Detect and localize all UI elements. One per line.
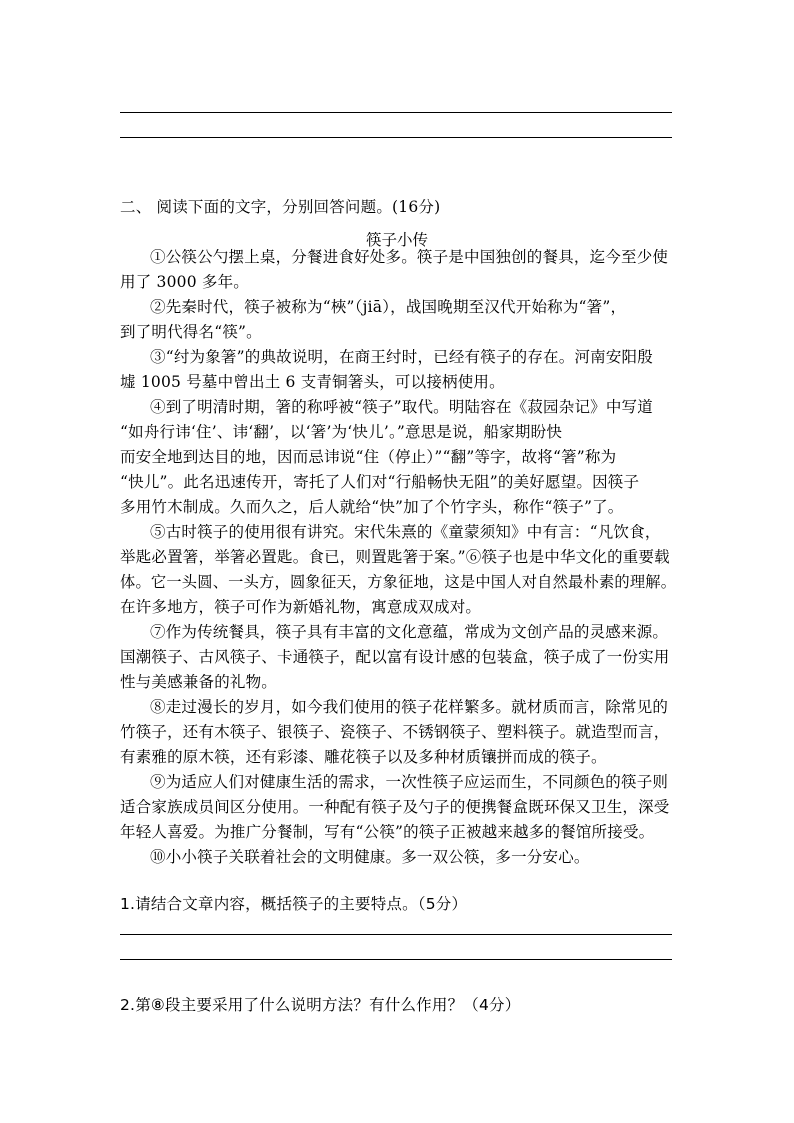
- paragraph-line: “快儿”。此名迅速传开，寄托了人们对“行船畅快无阻”的美好愿望。因筷子: [120, 473, 640, 491]
- paragraph-line: ④到了明清时期，箸的称呼被“筷子”取代。明陆容在《菽园杂记》中写道: [150, 398, 653, 416]
- paragraph-line: 举匙必置箸，举箸必置匙。食已，则置匙箸于案。”⑥筷子也是中华文化的重要载: [120, 548, 670, 566]
- paragraph-line: “如舟行讳‘住’、讳‘翻’，以‘箸’为‘快儿’。”意思是说，船家期盼快: [120, 423, 563, 441]
- paragraph-line: ①公筷公勺摆上桌，分餐进食好处多。筷子是中国独创的餐具，迄今至少使: [150, 248, 669, 266]
- paragraph-line: 年轻人喜爱。为推广分餐制，写有“公筷”的筷子正被越来越多的餐馆所接受。: [120, 823, 655, 841]
- section-heading: 二、 阅读下面的文字，分别回答问题。(16分): [120, 198, 441, 216]
- paragraph-line: 用了 3000 多年。: [120, 273, 250, 291]
- question-1: 1.请结合文章内容，概括筷子的主要特点。（5分）: [120, 895, 468, 913]
- paragraph-line: 墟 1005 号墓中曾出土 6 支青铜箸头，可以接柄使用。: [120, 373, 505, 391]
- paragraph-line: 竹筷子，还有木筷子、银筷子、瓷筷子、不锈钢筷子、塑料筷子。就造型而言，: [120, 723, 670, 741]
- paragraph-line: 国潮筷子、古风筷子、卡通筷子，配以富有设计感的包装盒，筷子成了一份实用: [120, 648, 670, 666]
- paragraph-line: ⑦作为传统餐具，筷子具有丰富的文化意蕴，常成为文创产品的灵感来源。: [150, 623, 669, 641]
- paragraph-line: ⑨为适应人们对健康生活的需求，一次性筷子应运而生，不同颜色的筷子则: [150, 773, 669, 791]
- paragraph-line: 而安全地到达目的地，因而忌讳说“住（停止）”“翻”等字，故将“箸”称为: [120, 448, 617, 466]
- article-title: 筷子小传: [365, 231, 428, 249]
- paragraph-line: ⑧走过漫长的岁月，如今我们使用的筷子花样繁多。就材质而言，除常见的: [150, 698, 669, 716]
- paragraph-line: ③“纣为象箸”的典故说明，在商王纣时，已经有筷子的存在。河南安阳殷: [150, 348, 653, 366]
- paragraph-line: 体。它一头圆、一头方，圆象征天，方象征地，这是中国人对自然最朴素的理解。: [120, 573, 677, 591]
- paragraph-line: ⑩小小筷子关联着社会的文明健康。多一双公筷，多一分安心。: [150, 848, 590, 866]
- paragraph-line: 适合家族成员间区分使用。一种配有筷子及勺子的便携餐盒既环保又卫生，深受: [120, 798, 670, 816]
- paragraph-line: 到了明代得名“筷”。: [120, 323, 262, 341]
- question-2: 2.第⑧段主要采用了什么说明方法？有什么作用？（4分）: [120, 996, 521, 1014]
- paragraph-line: 在许多地方，筷子可作为新婚礼物，寓意成双成对。: [120, 598, 482, 616]
- paragraph-line: 多用竹木制成。久而久之，后人就给“快”加了个竹字头，称作“筷子”了。: [120, 498, 624, 516]
- answer-line: [120, 112, 672, 113]
- answer-line: [120, 137, 672, 138]
- paragraph-line: ⑤古时筷子的使用很有讲究。宋代朱熹的《童蒙须知》中有言：“凡饮食，: [150, 523, 661, 541]
- paragraph-line: ②先秦时代，筷子被称为“梜”（jiā），战国晚期至汉代开始称为“箸”，: [150, 298, 627, 316]
- answer-line: [120, 959, 672, 960]
- paragraph-line: 性与美感兼备的礼物。: [120, 673, 278, 691]
- paragraph-line: 有素雅的原木筷，还有彩漆、雕花筷子以及多种材质镶拼而成的筷子。: [120, 748, 607, 766]
- answer-line: [120, 934, 672, 935]
